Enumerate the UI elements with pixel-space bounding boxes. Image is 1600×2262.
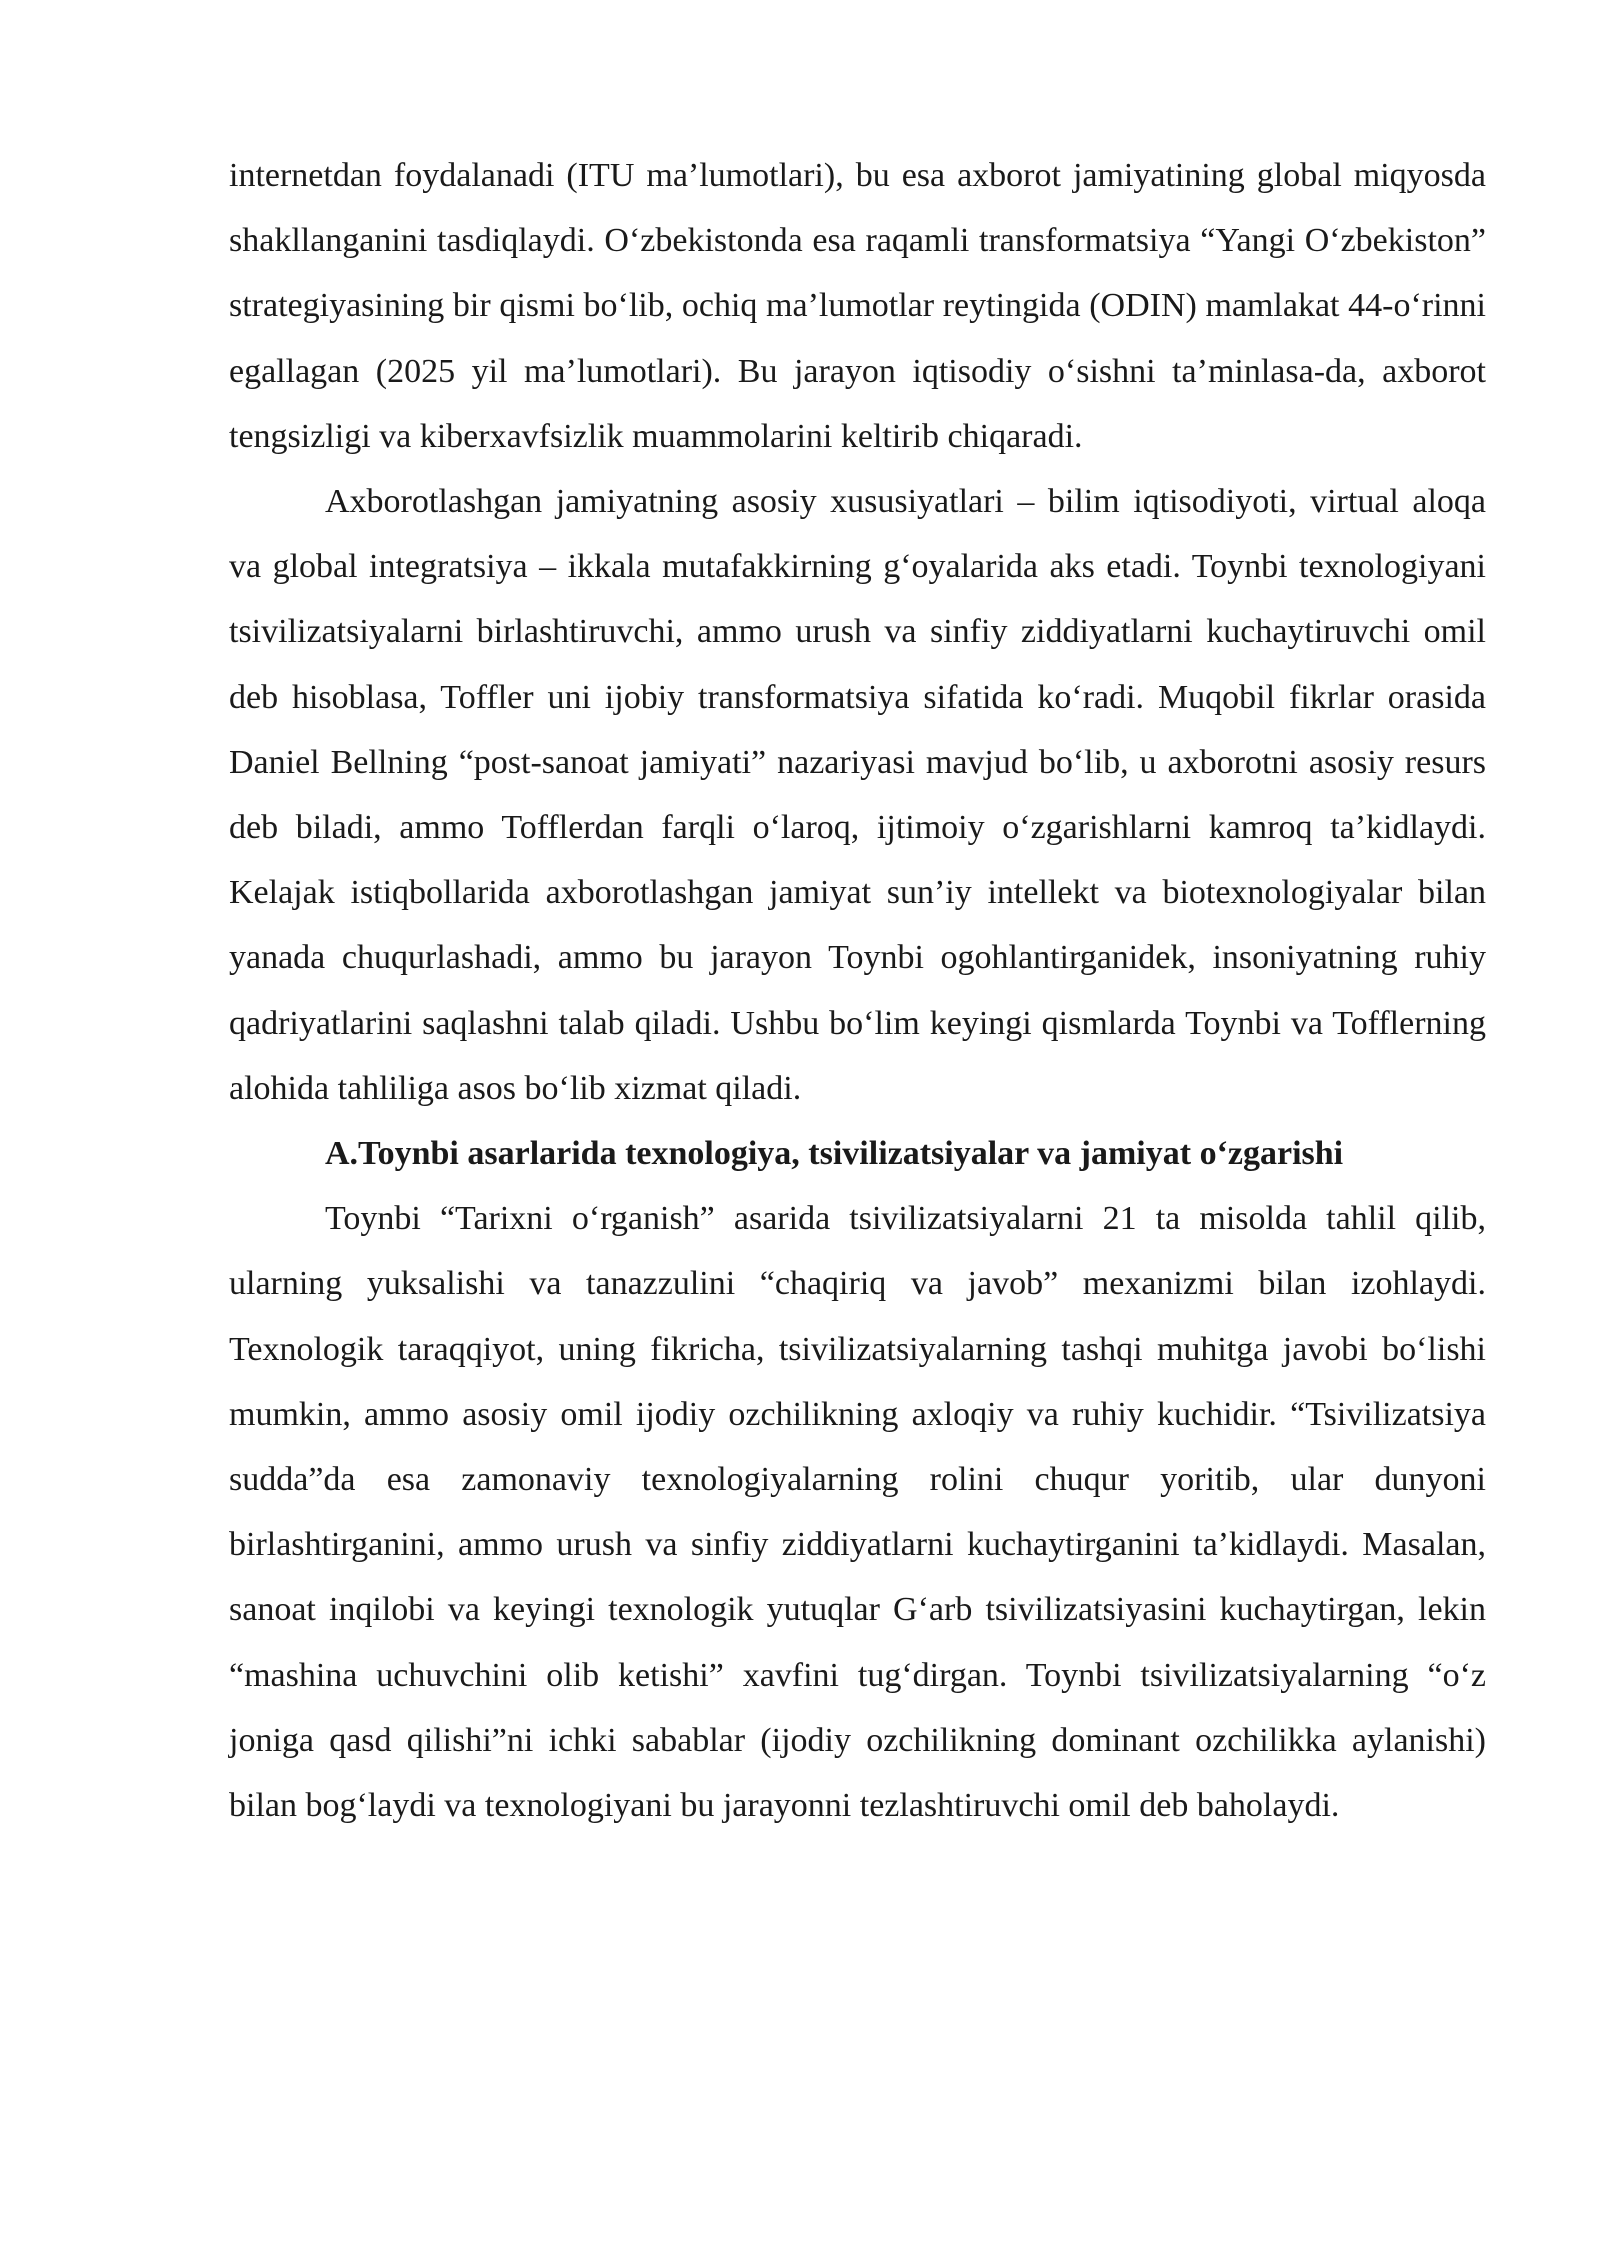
paragraph-continuation: internetdan foydalanadi (ITU ma’lumotlari), bu esa axborot jamiyatining global miqyosda shakllanganini tasdiqlaydi. O‘zbekistonda esa raqamli transformatsiya “Yangi O‘zbekiston” strategiyasining bir qismi bo‘lib, ochiq ma’lumotlar reytingida (ODIN) mamlakat 44-o‘rinni egallagan (2025 yil ma’lumotlari). Bu jarayon iqtisodiy o‘sishni ta’minlasa-da, axborot tengsizligi va kiberxavfsizlik muammolarini keltirib chiqaradi. [229, 157, 1486, 455]
paragraph-information-society: Axborotlashgan jamiyatning asosiy xususiyatlari – bilim iqtisodiyoti, virtual aloqa va global integratsiya – ikkala mutafakkirning g‘oyalarida aks etadi. Toynbi texnologiyani tsivilizatsiyalarni birlashtiruvchi, ammo urush va sinfiy ziddiyatlarni kuchaytiruvchi omil deb hisoblasa, Toffler uni ijobiy transformatsiya sifatida ko‘radi. Muqobil fikrlar orasida Daniel Bellning “post-sanoat jamiyati” nazariyasi mavjud bo‘lib, u axborotni asosiy resurs deb biladi, ammo Tofflerdan farqli o‘laroq, ijtimoiy o‘zgarishlarni kamroq ta’kidlaydi. Kelajak istiqbollarida axborotlashgan jamiyat sun’iy intellekt va biotexnologiyalar bilan yanada chuqurlashadi, ammo bu jarayon Toynbi ogohlantirganidek, insoniyatning ruhiy qadriyatlarini saqlashni talab qiladi. Ushbu bo‘lim keyingi qismlarda Toynbi va Tofflerning alohida tahliliga asos bo‘lib xizmat qiladi. [229, 483, 1486, 1107]
document-page [229, 143, 1486, 1838]
paragraph-toynbi-study: Toynbi “Tarixni o‘rganish” asarida tsivilizatsiyalarni 21 ta misolda tahlil qilib, ularning yuksalishi va tanazzulini “chaqiriq va javob” mexanizmi bilan izohlaydi. Texnologik taraqqiyot, uning fikricha, tsivilizatsiyalarning tashqi muhitga javobi bo‘lishi mumkin, ammo asosiy omil ijodiy ozchilikning axloqiy va ruhiy kuchidir. “Tsivilizatsiya sudda”da esa zamonaviy texnologiyalarning rolini chuqur yoritib, ular dunyoni birlashtirganini, ammo urush va sinfiy ziddiyatlarni kuchaytirganini ta’kidlaydi. Masalan, sanoat inqilobi va keyingi texnologik yutuqlar G‘arb tsivilizatsiyasini kuchaytirgan, lekin “mashina uchuvchini olib ketishi” xavfini tug‘dirgan. Toynbi tsivilizatsiyalarning “o‘z joniga qasd qilishi”ni ichki sabablar (ijodiy ozchilikning dominant ozchilikka aylanishi) bilan bog‘laydi va texnologiyani bu jarayonni tezlashtiruvchi omil deb baholaydi. [229, 1200, 1486, 1825]
section-heading: A.Toynbi asarlarida texnologiya, tsivilizatsiyalar va jamiyat o‘zgarishi [325, 1135, 1344, 1173]
